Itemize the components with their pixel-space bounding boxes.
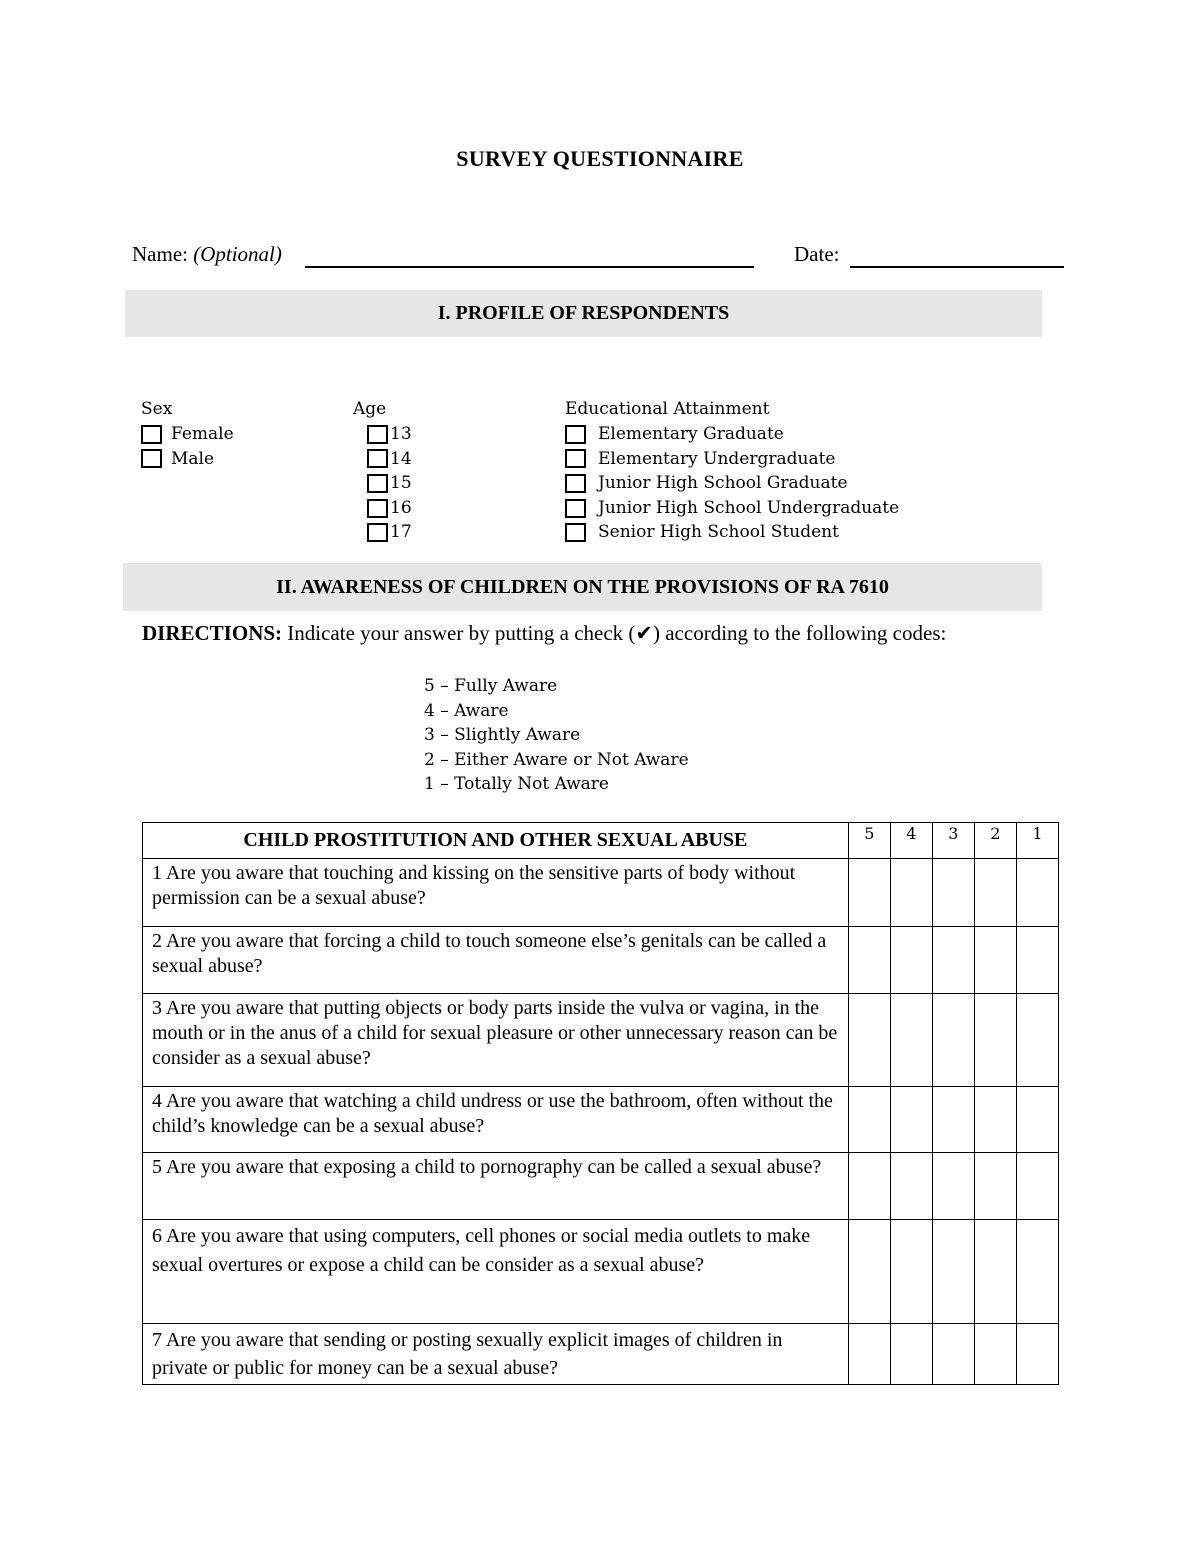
checkbox[interactable] <box>565 474 586 493</box>
checkbox[interactable] <box>367 523 388 542</box>
awareness-table <box>142 822 1059 1385</box>
table-row <box>143 1324 1059 1385</box>
answer-cell-5[interactable] <box>848 1153 890 1220</box>
age-group <box>353 397 412 545</box>
answer-cell-1[interactable] <box>1016 859 1058 927</box>
answer-cell-3[interactable] <box>932 927 974 994</box>
directions-label: DIRECTIONS: <box>142 621 283 645</box>
education-option-jhs-graduate[interactable]: Junior High School Graduate <box>565 471 899 496</box>
answer-cell-2[interactable] <box>974 859 1016 927</box>
answer-cell-3[interactable] <box>932 1153 974 1220</box>
answer-cell-5[interactable] <box>848 1087 890 1153</box>
answer-cell-5[interactable] <box>848 859 890 927</box>
answer-cell-2[interactable] <box>974 1087 1016 1153</box>
answer-cell-3[interactable] <box>932 1087 974 1153</box>
scale-header-5: 5 <box>848 823 890 859</box>
section-awareness-heading: II. AWARENESS OF CHILDREN ON THE PROVISIONS OF RA 7610 <box>123 563 1042 611</box>
answer-cell-2[interactable] <box>974 1324 1016 1385</box>
checkbox[interactable] <box>367 474 388 493</box>
answer-cell-4[interactable] <box>890 859 932 927</box>
table-row <box>143 859 1059 927</box>
answer-cell-4[interactable] <box>890 1087 932 1153</box>
education-option-jhs-undergraduate[interactable]: Junior High School Undergraduate <box>565 496 899 521</box>
codes-legend <box>424 674 689 797</box>
answer-cell-2[interactable] <box>974 927 1016 994</box>
code-item: 4 – Aware <box>424 700 509 721</box>
question-text: 5 Are you aware that exposing a child to pornography can be called a sexual abuse? <box>143 1153 849 1220</box>
checkbox[interactable] <box>565 499 586 518</box>
checkbox[interactable] <box>367 499 388 518</box>
answer-cell-4[interactable] <box>890 994 932 1087</box>
education-option-shs-student[interactable]: Senior High School Student <box>565 520 899 545</box>
education-option-elementary-undergraduate[interactable]: Elementary Undergraduate <box>565 447 899 472</box>
sex-group <box>141 397 234 471</box>
code-item: 3 – Slightly Aware <box>424 725 581 746</box>
answer-cell-5[interactable] <box>848 994 890 1087</box>
age-option-14[interactable]: 14 <box>367 447 412 472</box>
answer-cell-2[interactable] <box>974 994 1016 1087</box>
sex-label: Sex <box>141 399 173 419</box>
age-option-15[interactable]: 15 <box>367 471 412 496</box>
answer-cell-1[interactable] <box>1016 927 1058 994</box>
question-text: 7 Are you aware that sending or posting sexually explicit images of children in private or public for money can be a sexual abuse? <box>143 1324 849 1385</box>
date-label: Date: <box>794 242 840 266</box>
table-row <box>143 1153 1059 1220</box>
page-title: SURVEY QUESTIONNAIRE <box>456 146 744 171</box>
checkbox[interactable] <box>367 449 388 468</box>
answer-cell-4[interactable] <box>890 1153 932 1220</box>
answer-cell-5[interactable] <box>848 927 890 994</box>
scale-header-1: 1 <box>1016 823 1058 859</box>
scale-header-2: 2 <box>974 823 1016 859</box>
directions <box>142 621 946 646</box>
answer-cell-3[interactable] <box>932 994 974 1087</box>
table-row <box>143 1220 1059 1324</box>
checkbox[interactable] <box>141 425 162 444</box>
education-option-elementary-graduate[interactable]: Elementary Graduate <box>565 422 899 447</box>
checkbox[interactable] <box>141 449 162 468</box>
table-header-row <box>143 823 1059 859</box>
table-heading: CHILD PROSTITUTION AND OTHER SEXUAL ABUSE <box>143 823 849 859</box>
answer-cell-1[interactable] <box>1016 1153 1058 1220</box>
answer-cell-2[interactable] <box>974 1220 1016 1324</box>
question-text: 1 Are you aware that touching and kissing on the sensitive parts of body without permission can be a sexual abuse? <box>143 859 849 927</box>
age-option-17[interactable]: 17 <box>367 520 412 545</box>
question-text: 2 Are you aware that forcing a child to touch someone else’s genitals can be called a sexual abuse? <box>143 927 849 994</box>
answer-cell-5[interactable] <box>848 1324 890 1385</box>
answer-cell-1[interactable] <box>1016 1220 1058 1324</box>
table-row <box>143 927 1059 994</box>
age-label: Age <box>353 399 387 419</box>
age-option-13[interactable]: 13 <box>367 422 412 447</box>
scale-header-4: 4 <box>890 823 932 859</box>
question-text: 4 Are you aware that watching a child undress or use the bathroom, often without the child’s knowledge can be a sexual abuse? <box>143 1087 849 1153</box>
sex-option-female[interactable]: Female <box>141 422 234 447</box>
question-text: 3 Are you aware that putting objects or body parts inside the vulva or vagina, in the mouth or in the anus of a child for sexual pleasure or other unnecessary reason can be consider as a sexual abuse? <box>143 994 849 1087</box>
age-option-16[interactable]: 16 <box>367 496 412 521</box>
code-item: 2 – Either Aware or Not Aware <box>424 749 689 770</box>
checkbox[interactable] <box>565 425 586 444</box>
answer-cell-1[interactable] <box>1016 1087 1058 1153</box>
section-profile-heading: I. PROFILE OF RESPONDENTS <box>125 290 1042 337</box>
answer-cell-1[interactable] <box>1016 994 1058 1087</box>
code-item: 5 – Fully Aware <box>424 676 558 696</box>
checkbox[interactable] <box>367 425 388 444</box>
directions-text: Indicate your answer by putting a check (✔) according to the following codes: <box>282 621 947 645</box>
table-row <box>143 1087 1059 1153</box>
table-row <box>143 994 1059 1087</box>
checkbox[interactable] <box>565 449 586 468</box>
code-item: 1 – Totally Not Aware <box>424 774 609 795</box>
checkbox[interactable] <box>565 523 586 542</box>
answer-cell-3[interactable] <box>932 1324 974 1385</box>
answer-cell-3[interactable] <box>932 1220 974 1324</box>
answer-cell-4[interactable] <box>890 927 932 994</box>
answer-cell-5[interactable] <box>848 1220 890 1324</box>
education-group <box>565 397 899 545</box>
scale-header-3: 3 <box>932 823 974 859</box>
answer-cell-2[interactable] <box>974 1153 1016 1220</box>
answer-cell-1[interactable] <box>1016 1324 1058 1385</box>
education-label: Educational Attainment <box>565 399 770 419</box>
name-field[interactable] <box>305 266 754 268</box>
sex-option-male[interactable]: Male <box>141 447 234 472</box>
name-optional-note: (Optional) <box>193 242 282 266</box>
name-label-group <box>132 242 282 267</box>
answer-cell-3[interactable] <box>932 859 974 927</box>
date-field[interactable] <box>850 266 1064 268</box>
answer-cell-4[interactable] <box>890 1220 932 1324</box>
name-label: Name: <box>132 242 188 266</box>
answer-cell-4[interactable] <box>890 1324 932 1385</box>
question-text: 6 Are you aware that using computers, cell phones or social media outlets to make sexual overtures or expose a child can be consider as a sexual abuse? <box>143 1220 849 1324</box>
